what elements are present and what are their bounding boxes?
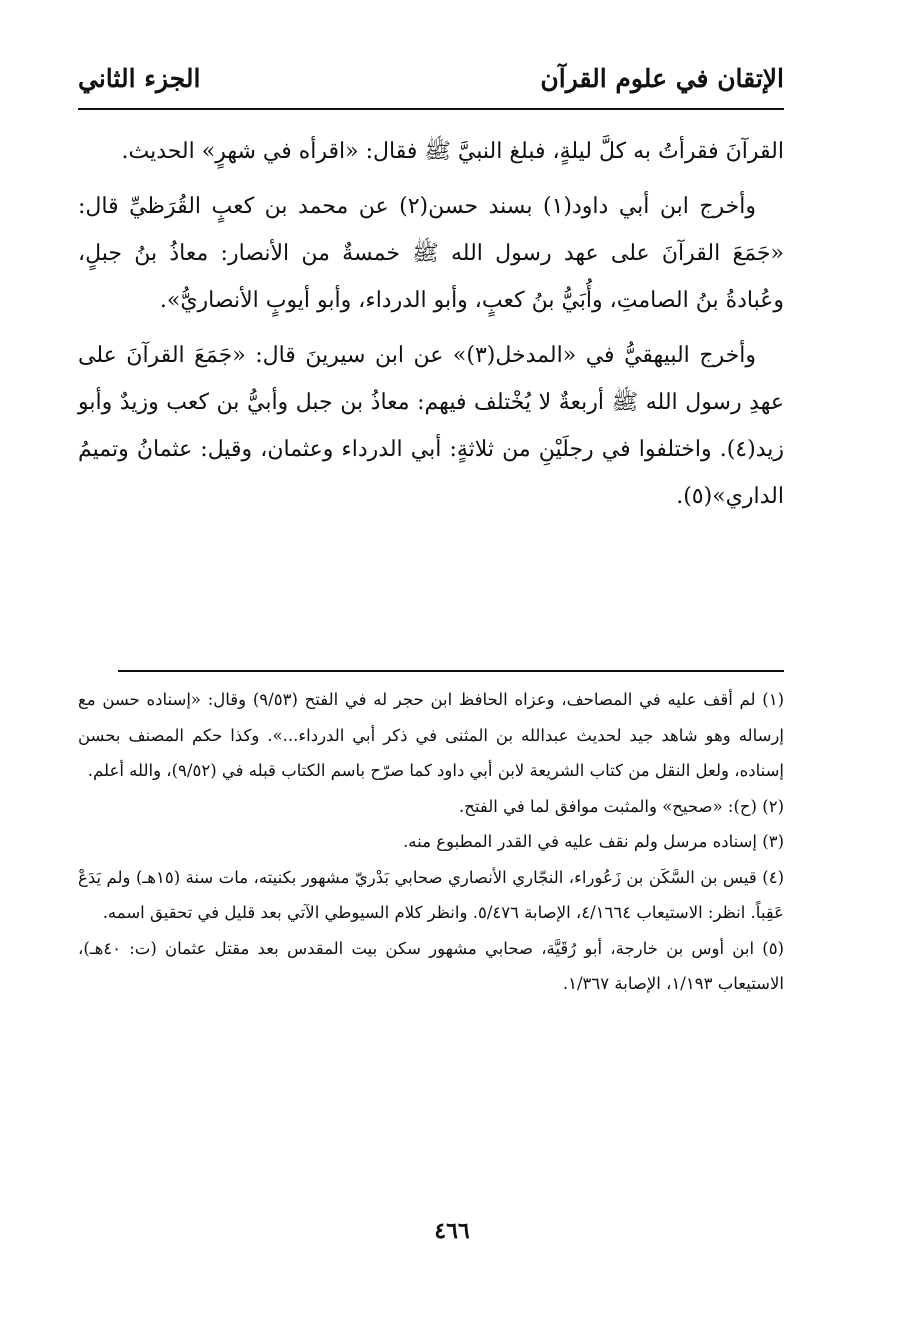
volume-label: الجزء الثاني: [78, 64, 201, 93]
paragraph-3: وأخرج البيهقيُّ في «المدخل(٣)» عن ابن سيرينَ قال: «جَمَعَ القرآنَ على عهدِ رسول الله ﷺ أربعةٌ لا يُخْتلف فيهم: معاذُ بن جبل وأبيُّ بن كعب وزيدٌ وأبو زيد(٤). واختلفوا في رجلَيْنِ من ثلاثةٍ: أبي الدرداء وعثمان، وقيل: عثمانُ وتميمُ الداري»(٥).: [78, 343, 784, 509]
footnote-5: (٥) ابن أوس بن خارجة، أبو رُقَيَّة، صحابي مشهور سكن بيت المقدس بعد مقتل عثمان (ت: ٤٠هـ)، الاستيعاب ١/١٩٣، الإصابة ١/٣٦٧.: [78, 938, 784, 993]
footnote-1: (١) لم أقف عليه في المصاحف، وعزاه الحافظ ابن حجر له في الفتح (٩/٥٣) وقال: «إسناده حسن مع إرساله وهو شاهد جيد لحديث عبدالله بن المثنى في ذكر أبي الدرداء...». وكذا حكم المصنف بحسن إسناده، ولعل النقل من كتاب الشريعة لابن أبي داود كما صرّح باسم الكتاب قبله في (٩/٥٢)، والله أعلم.: [78, 690, 785, 780]
main-text: [78, 128, 784, 520]
footnotes: [78, 682, 784, 1002]
footnote-divider: [118, 670, 784, 672]
paragraph-2: وأخرج ابن أبي داود(١) بسند حسن(٢) عن محمد بن كعبٍ القُرَظيِّ قال: «جَمَعَ القرآنَ على عهد رسول الله ﷺ خمسةٌ من الأنصار: معاذُ بنُ جبلٍ، وعُبادةُ بنُ الصامتِ، وأُبَيُّ بنُ كعبٍ، وأبو الدرداء، وأبو أيوبٍ الأنصاريُّ».: [78, 194, 784, 313]
footnote-3: (٣) إسناده مرسل ولم نقف عليه في القدر المطبوع منه.: [403, 832, 784, 851]
running-header: [78, 62, 784, 110]
book-title: الإتقان في علوم القرآن: [540, 64, 784, 93]
paragraph-1: القرآنَ فقرأتُ به كلَّ ليلةٍ، فبلغ النبيَّ ﷺ فقال: «اقرأه في شهرٍ» الحديث.: [121, 139, 784, 164]
footnote-2: (٢) (ح): «صحيح» والمثبت موافق لما في الفتح.: [459, 796, 784, 816]
footnote-4: (٤) قيس بن السَّكَن بن زَعُوراء، النجّاري الأنصاري صحابي بَدْريّ مشهور بكنيته، مات سنة (١٥هـ) ولم يَدَعْ عَقِباً. انظر: الاستيعاب ٤/١٦٦٤، الإصابة ٥/٤٧٦. وانظر كلام السيوطي الآتي بعد قليل في تحقيق اسمه.: [78, 867, 784, 922]
page-number: ٤٦٦: [434, 1218, 470, 1244]
